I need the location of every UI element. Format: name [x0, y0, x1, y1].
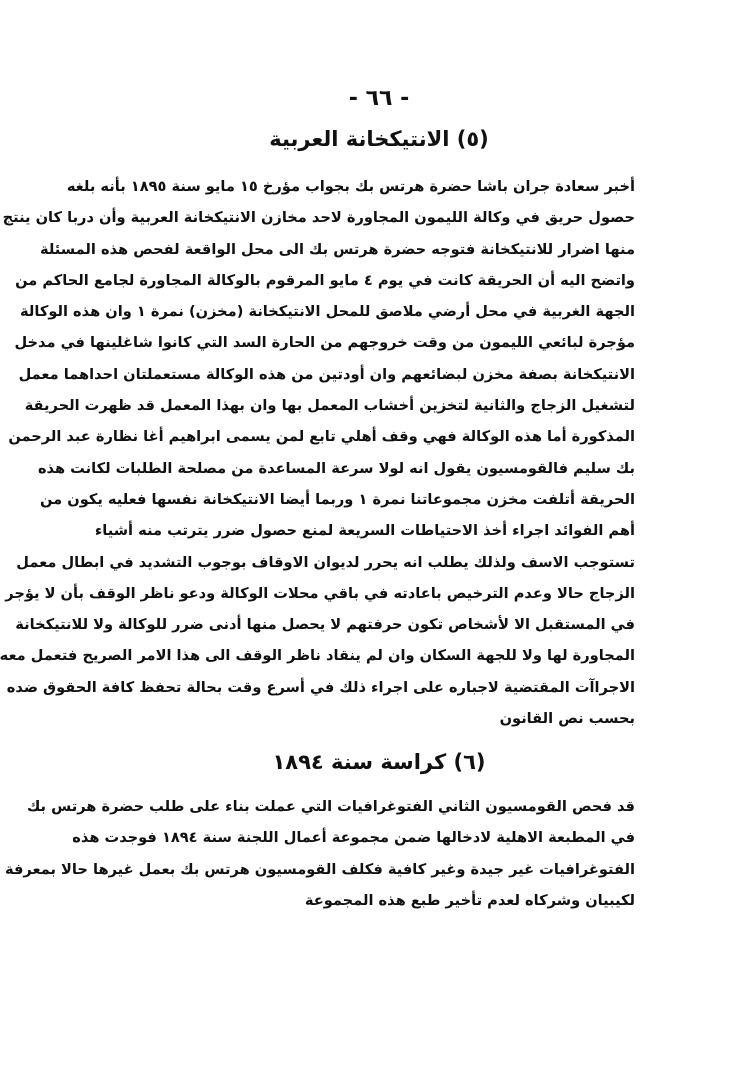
text-line: الانتيكخانة بصفة مخزن لبضائعهم وان أودتين من هذه الوكالة مستعملتان احداهما معمل — [18, 365, 635, 383]
section-heading-booklet-1894: (٦) كراسة سنة ١٨٩٤ — [272, 750, 486, 774]
page-number: - ٦٦ - — [348, 86, 410, 111]
text-line: الاجراآت المقتضية لاجباره على اجراء ذلك في أسرع وقت بحالة تحفظ كافة الحقوق ضده — [6, 678, 635, 696]
paragraph-photographs — [4, 791, 635, 916]
text-line: حصول حريق في وكالة الليمون المجاورة لاحد مخازن الانتيكخانة العربية وأن دربا كان ينتج — [2, 209, 635, 227]
text-line: أخبر سعادة جران باشا حضرة هرتس بك بجواب مؤرخ ١٥ مايو سنة ١٨٩٥ بأنه بلغه — [66, 178, 635, 195]
section-heading-arab-antiquities: (٥) الانتيكخانة العربية — [269, 127, 489, 151]
text-line: منها اضرار للانتيكخانة فتوجه حضرة هرتس بك الى محل الواقعة لفحص هذه المسئلة — [40, 240, 635, 258]
text-line: الفتوغرافيات غير جيدة وغير كافية فكلف القومسيون هرتس بك بعمل غيرها حالا بمعرفة — [4, 860, 635, 878]
text-line: مؤجرة لبائعي الليمون من وقت خروجهم من الحارة السد التي كانوا شاغلينها في مدخل — [14, 334, 635, 352]
text-line: لتشغيل الزجاج والثانية لتخزين أخشاب المعمل بها وان بهذا المعمل قد ظهرت الحريقة — [24, 397, 635, 415]
text-line: الزجاج حالا وعدم الترخيص باعادته في باقي محلات الوكالة ودعو ناظر الوقف بأن لا يؤجر — [5, 584, 635, 602]
text-line: في المطبعة الاهلية لادخالها ضمن مجموعة أعمال اللجنة سنة ١٨٩٤ فوجدت هذه — [72, 829, 635, 847]
text-line: الحريقة أتلفت مخزن مجموعاتنا نمرة ١ وربما أيضا الانتيكخانة نفسها فعليه يكون من — [40, 490, 635, 508]
text-line: واتضح اليه أن الحريقة كانت في يوم ٤ مايو المرقوم بالوكالة المجاورة لجامع الحاكم من — [15, 271, 635, 289]
text-line: أهم الفوائد اجراء أخذ الاحتياطات السريعة لمنع حصول ضرر يترتب منه أشياء — [94, 522, 635, 540]
text-line: لكيبيان وشركاه لعدم تأخير طبع هذه المجموعة — [304, 891, 635, 909]
text-line: الجهة الغربية في محل أرضي ملاصق للمحل الانتيكخانة (مخزن) نمرة ١ وان هذه الوكالة — [20, 303, 635, 321]
text-line: المذكورة أما هذه الوكالة فهي وقف أهلي تابع لمن يسمى ابراهيم أغا نظارة عبد الرحمن — [8, 428, 635, 446]
text-line: تستوجب الاسف ولذلك يطلب انه يحرر لديوان الاوقاف بوجوب التشديد في ابطال معمل — [16, 553, 635, 571]
text-line: بك سليم فالقومسيون يقول انه لولا سرعة المساعدة من مصلحة الطلبات لكانت هذه — [37, 459, 635, 477]
text-line: قد فحص القومسيون الثاني الفتوغرافيات التي عملت بناء على طلب حضرة هرتس بك — [26, 798, 635, 815]
paragraph-fire-report — [0, 171, 635, 734]
text-line: في المستقبل الا لأشخاص تكون حرفتهم لا يحصل منها أدنى ضرر للوكالة ولا للانتيكخانة — [15, 616, 635, 634]
text-line: المجاورة لها ولا للجهة السكان وان لم ينقاد ناظر الوقف الى هذا الامر الصريح فتعمل معه — [0, 647, 635, 665]
text-line: بحسب نص القانون — [499, 710, 635, 728]
